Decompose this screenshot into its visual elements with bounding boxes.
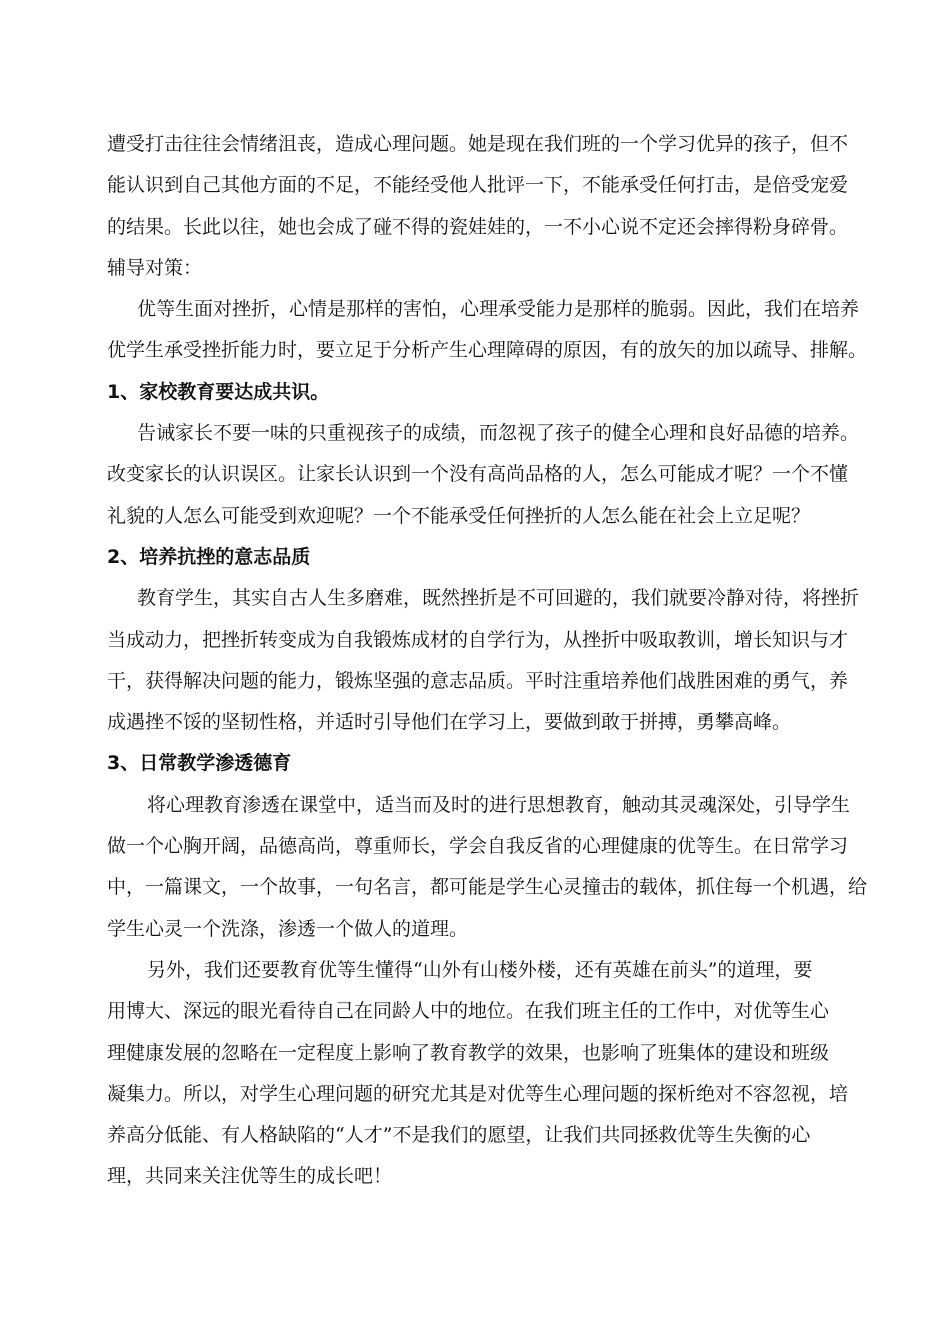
section-1-paragraph xyxy=(107,413,860,537)
section-title: 、日常教学渗透德育 xyxy=(120,752,292,775)
text-line: 用博大、深远的眼光看待自己在同龄人中的地位。在我们班主任的工作中，对优等生心 xyxy=(107,1000,830,1023)
strategy-intro-paragraph xyxy=(107,289,868,372)
section-title: 、家校教育要达成共识。 xyxy=(120,380,330,403)
text-line: 的结果。长此以往，她也会成了碰不得的瓷娃娃的，一不小心说不定还会摔得粉身碎骨。 xyxy=(107,215,849,238)
text-line: 成遇挫不馁的坚韧性格，并适时引导他们在学习上，要做到敢于拼搏，勇攀高峰。 xyxy=(107,711,792,734)
text-line: 告诫家长不要一味的只重视孩子的成绩，而忽视了孩子的健全心理和良好品德的培养。 xyxy=(137,422,860,445)
section-number: 1 xyxy=(107,380,121,403)
text-line: 理健康发展的忽略在一定程度上影响了教育教学的效果，也影响了班集体的建设和班级 xyxy=(107,1041,830,1064)
section-2-paragraph xyxy=(107,578,860,743)
text-line: 做一个心胸开阔，品德高尚，尊重师长，学会自我反省的心理健康的优等生。在日常学习 xyxy=(107,835,849,858)
text-line: 遭受打击往往会情绪沮丧，造成心理问题。她是现在我们班的一个学习优异的孩子，但不 xyxy=(107,133,849,155)
section-2-heading xyxy=(107,537,852,578)
text-line: 当成动力，把挫折转变成为自我锻炼成材的自学行为，从挫折中吸取教训，增长知识与才 xyxy=(107,628,849,651)
strategy-heading: 辅导对策： xyxy=(107,256,203,279)
text-line: 干，获得解决问题的能力，锻炼坚强的意志品质。平时注重培养他们战胜困难的勇气，养 xyxy=(107,669,849,692)
section-title: 、培养抗挫的意志品质 xyxy=(120,545,311,568)
section-3-paragraph xyxy=(107,785,868,950)
section-number: 3 xyxy=(107,752,121,775)
closing-paragraph xyxy=(107,950,852,1198)
text-line: 礼貌的人怎么可能受到欢迎呢？一个不能承受任何挫折的人怎么能在社会上立足呢？ xyxy=(107,504,811,527)
text-line: 中，一篇课文，一个故事，一句名言，都可能是学生心灵撞击的载体，抓住每一个机遇，给 xyxy=(107,876,868,899)
text-line: 改变家长的认识误区。让家长认识到一个没有高尚品格的人，怎么可能成才呢？一个不懂 xyxy=(107,463,849,486)
text-line: 另外，我们还要教育优等生懂得“山外有山楼外楼，还有英雄在前头”的道理，要 xyxy=(147,958,813,981)
section-3-heading xyxy=(107,743,852,784)
text-line: 优学生承受挫折能力时，要立足于分析产生心理障碍的原因，有的放矢的加以疏导、排解。 xyxy=(107,339,868,362)
text-line: 理，共同来关注优等生的成长吧！ xyxy=(107,1165,393,1188)
text-line: 凝集力。所以，对学生心理问题的研究尤其是对优等生心理问题的探析绝对不容忽视，培 xyxy=(107,1082,849,1105)
text-line: 将心理教育渗透在课堂中，适当而及时的进行思想教育，触动其灵魂深处，引导学生 xyxy=(147,793,851,816)
text-line: 优等生面对挫折，心情是那样的害怕，心理承受能力是那样的脆弱。因此，我们在培养 xyxy=(137,298,860,321)
document-body xyxy=(107,124,868,1198)
text-line: 学生心灵一个洗涤，渗透一个做人的道理。 xyxy=(107,917,469,940)
text-line: 能认识到自己其他方面的不足，不能经受他人批评一下，不能承受任何打击，是倍受宠爱 xyxy=(107,174,849,197)
section-1-heading xyxy=(107,372,852,413)
text-line: 教育学生，其实自古人生多磨难，既然挫折是不可回避的，我们就要冷静对待，将挫折 xyxy=(137,587,860,610)
text-line: 养高分低能、有人格缺陷的“人才”不是我们的愿望，让我们共同拯救优等生失衡的心 xyxy=(107,1124,811,1147)
section-number: 2 xyxy=(107,545,121,568)
case-paragraph xyxy=(107,124,852,248)
